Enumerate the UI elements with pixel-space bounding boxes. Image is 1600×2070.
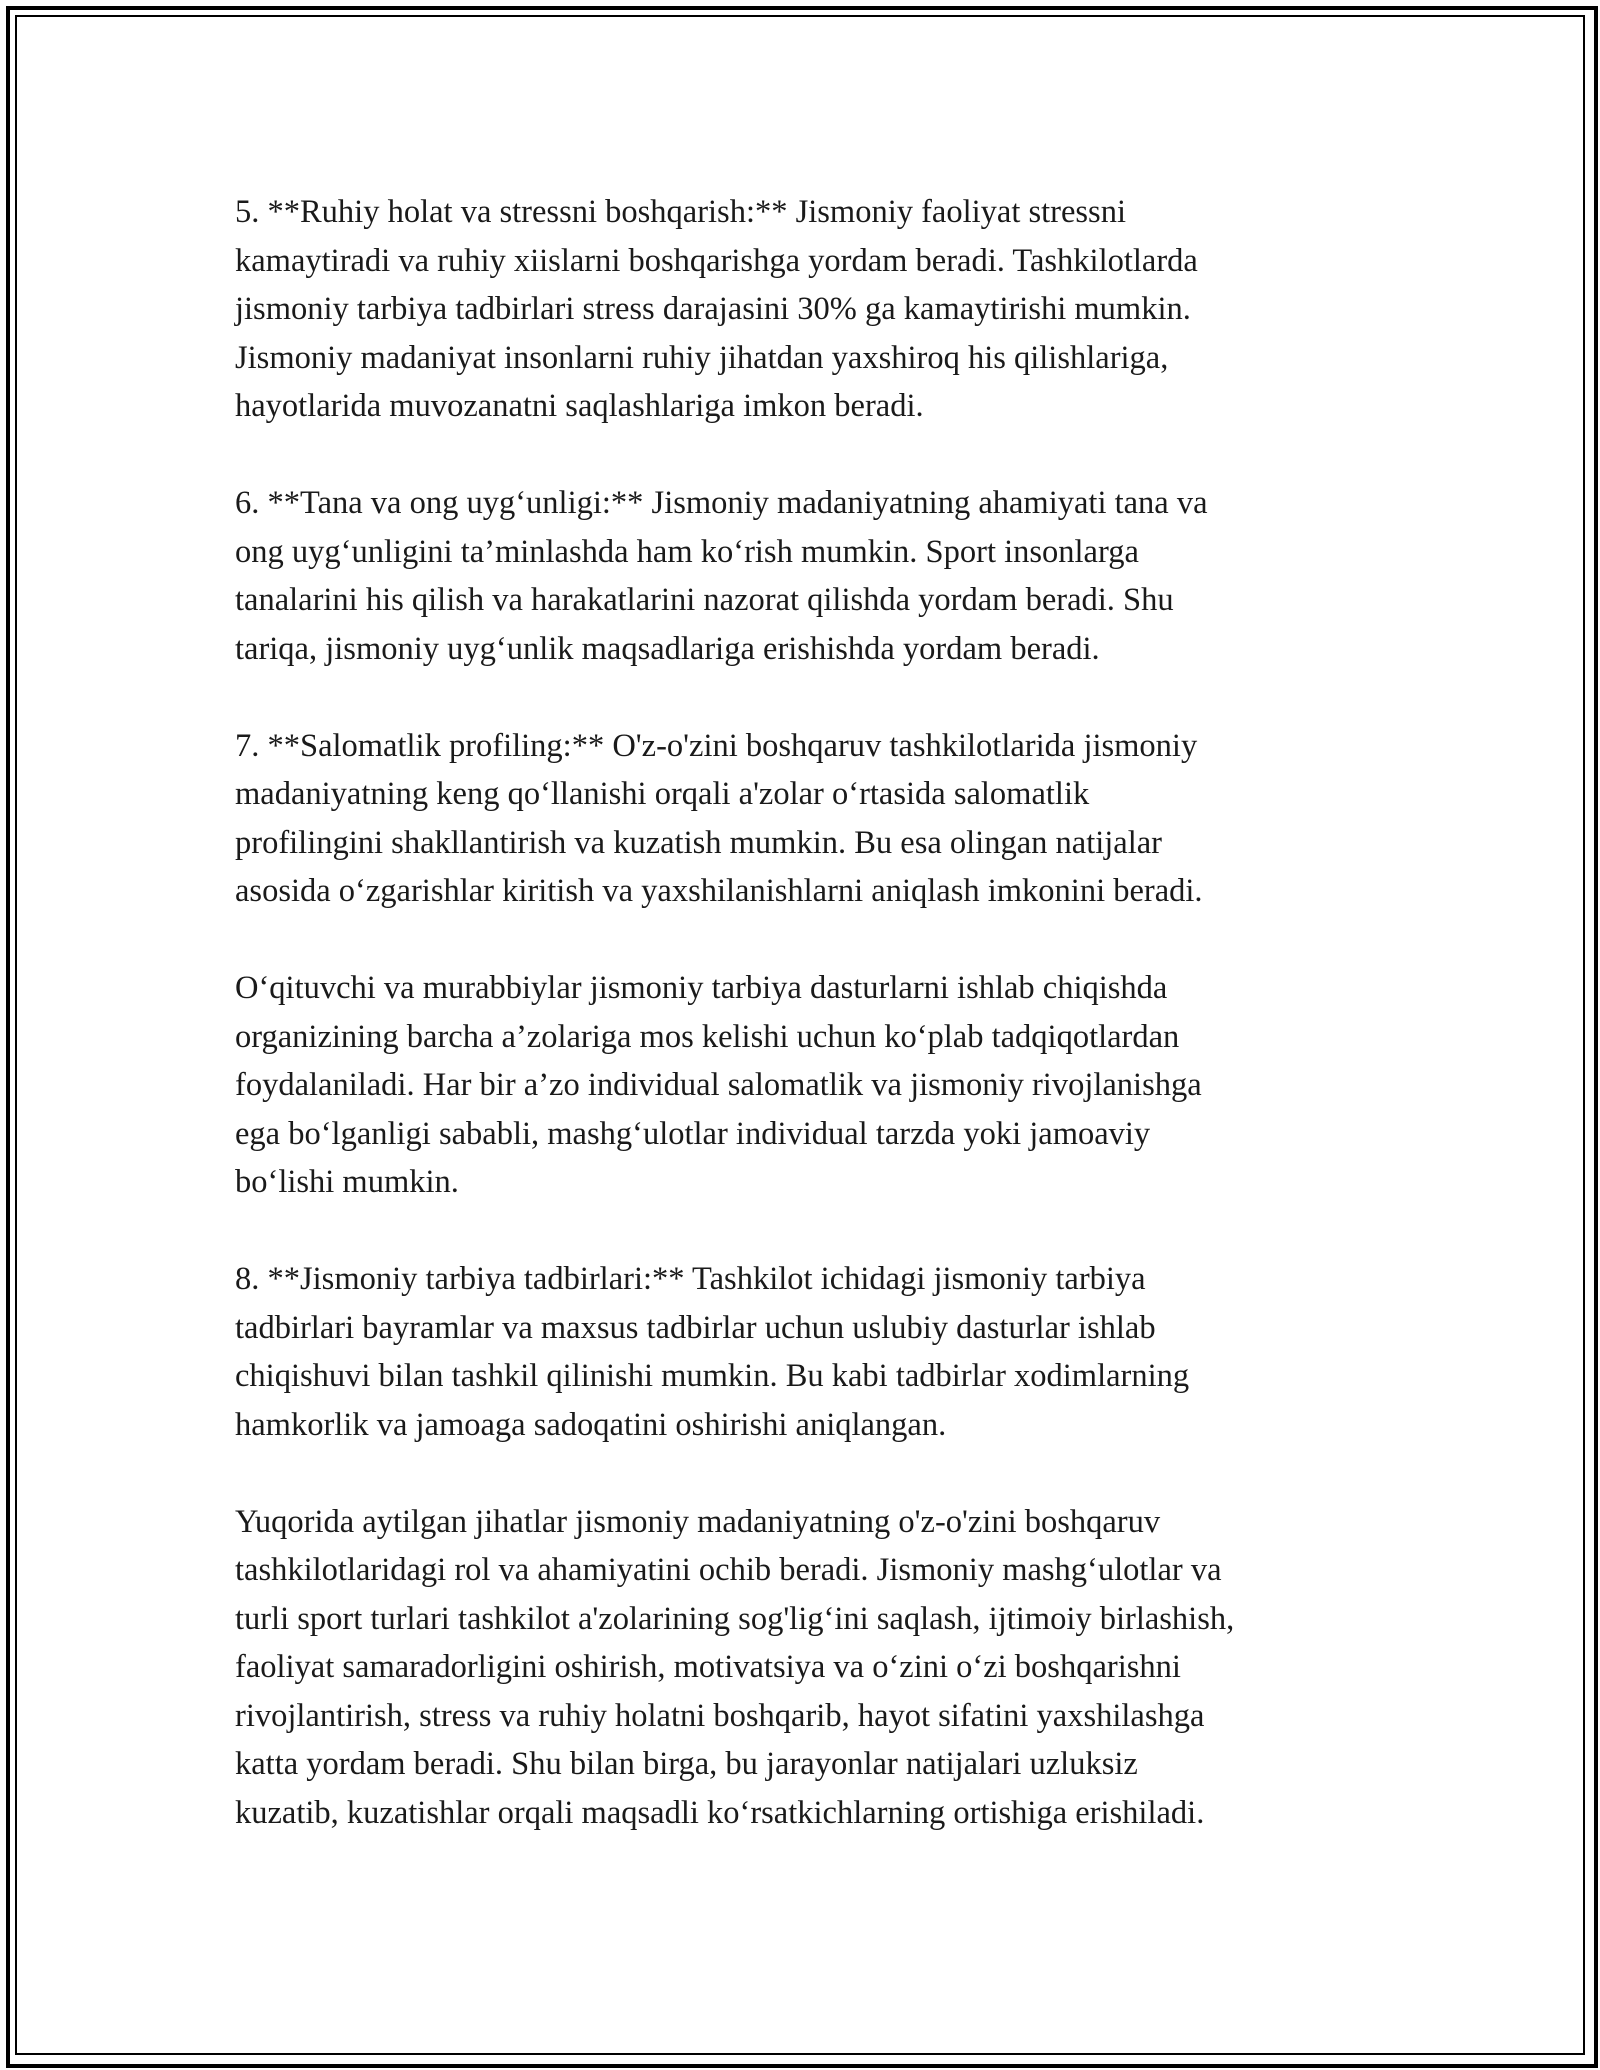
text-line: asosida o‘zgarishlar kiritish va yaxshilanishlarni aniqlash imkonini beradi. (235, 873, 1203, 909)
text-line: kamaytiradi va ruhiy xiislarni boshqarishga yordam beradi. Tashkilotlarda (235, 242, 1198, 279)
text-line: katta yordam beradi. Shu bilan birga, bu jarayonlar natijalari uzluksiz (235, 1746, 1138, 1782)
text-line: tariqa, jismoniy uyg‘unlik maqsadlariga erishishda yordam beradi. (235, 630, 1100, 667)
paragraph-item-8 (235, 1255, 1375, 1449)
text-line: faoliyat samaradorligini oshirish, motivatsiya va o‘zini o‘zi boshqarishni (235, 1649, 1181, 1685)
paragraph-item-7 (235, 722, 1375, 916)
text-line: hayotlarida muvozanatni saqlashlariga imkon beradi. (235, 388, 924, 424)
text-line: tanalarini his qilish va harakatlarini nazorat qilishda yordam beradi. Shu (235, 582, 1174, 618)
text-line: tadbirlari bayramlar va maxsus tadbirlar uchun uslubiy dasturlar ishlab (235, 1309, 1156, 1346)
text-line: Jismoniy madaniyat insonlarni ruhiy jihatdan yaxshiroq his qilishlariga, (235, 339, 1169, 376)
text-line: kuzatib, kuzatishlar orqali maqsadli ko‘rsatkichlarning ortishiga erishiladi. (235, 1794, 1205, 1831)
text-line: Yuqorida aytilgan jihatlar jismoniy madaniyatning o'z-o'zini boshqaruv (235, 1503, 1161, 1540)
paragraph-item-5 (235, 188, 1375, 431)
text-line: bo‘lishi mumkin. (235, 1164, 459, 1200)
text-line: organizining barcha a’zolariga mos kelishi uchun ko‘plab tadqiqotlardan (235, 1018, 1180, 1055)
text-line: 5. **Ruhiy holat va stressni boshqarish:** Jismoniy faoliyat stressni (235, 194, 1126, 230)
text-line: turli sport turlari tashkilot a'zolarining sog'lig‘ini saqlash, ijtimoiy birlashish, (235, 1600, 1235, 1637)
text-line: tashkilotlaridagi rol va ahamiyatini ochib beradi. Jismoniy mashg‘ulotlar va (235, 1552, 1222, 1588)
text-line: 8. **Jismoniy tarbiya tadbirlari:** Tashkilot ichidagi jismoniy tarbiya (235, 1261, 1146, 1297)
text-line: foydalaniladi. Har bir a’zo individual salomatlik va jismoniy rivojlanishga (235, 1067, 1202, 1103)
text-line: ong uyg‘unligini ta’minlashda ham ko‘rish mumkin. Sport insonlarga (235, 533, 1139, 570)
text-line: hamkorlik va jamoaga sadoqatini oshirishi aniqlangan. (235, 1406, 947, 1443)
text-line: profilingini shakllantirish va kuzatish mumkin. Bu esa olingan natijalar (235, 824, 1162, 861)
paragraph-teachers (235, 964, 1375, 1207)
text-line: 6. **Tana va ong uyg‘unligi:** Jismoniy madaniyatning ahamiyati tana va (235, 485, 1208, 521)
text-line: 7. **Salomatlik profiling:** O'z-o'zini boshqaruv tashkilotlarida jismoniy (235, 727, 1198, 764)
paragraph-conclusion (235, 1498, 1375, 1838)
text-line: jismoniy tarbiya tadbirlari stress darajasini 30% ga kamaytirishi mumkin. (235, 291, 1191, 327)
document-body (235, 188, 1375, 1837)
text-line: O‘qituvchi va murabbiylar jismoniy tarbiya dasturlarni ishlab chiqishda (235, 970, 1168, 1006)
text-line: ega bo‘lganligi sababli, mashg‘ulotlar individual tarzda yoki jamoaviy (235, 1115, 1151, 1152)
text-line: rivojlantirish, stress va ruhiy holatni boshqarib, hayot sifatini yaxshilashga (235, 1697, 1205, 1734)
text-line: madaniyatning keng qo‘llanishi orqali a'zolar o‘rtasida salomatlik (235, 776, 1090, 812)
text-line: chiqishuvi bilan tashkil qilinishi mumkin. Bu kabi tadbirlar xodimlarning (235, 1358, 1190, 1394)
paragraph-item-6 (235, 479, 1375, 673)
